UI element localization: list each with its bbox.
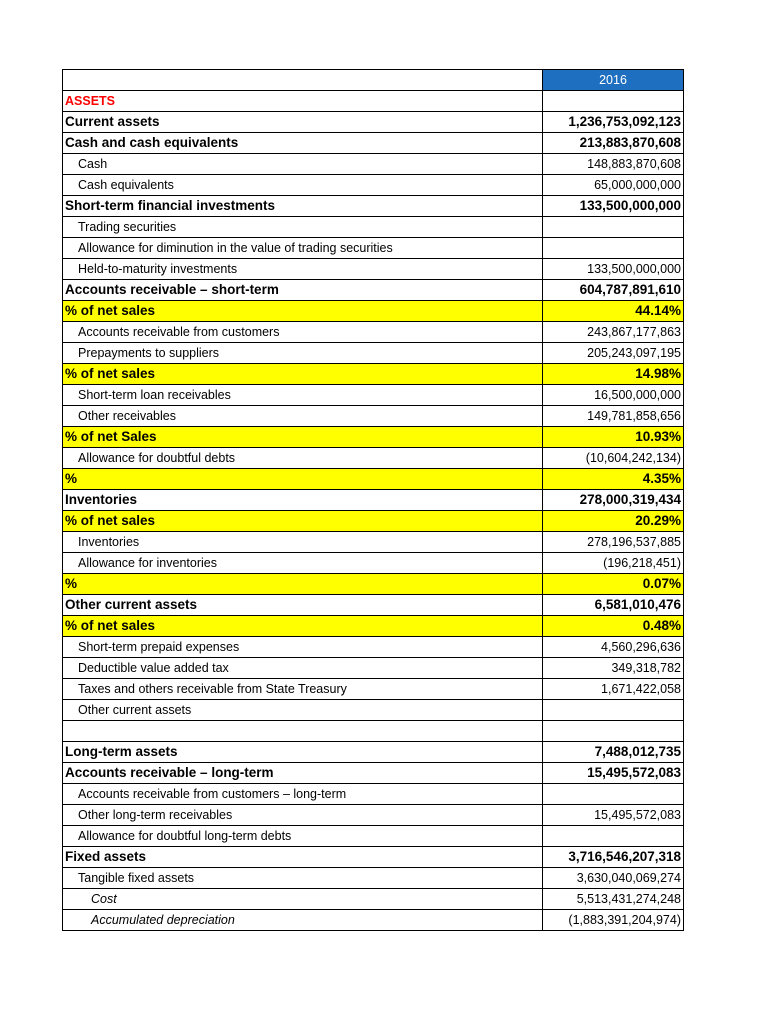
row-value-cell[interactable]: 133,500,000,000: [543, 259, 684, 280]
row-label-cell[interactable]: Accumulated depreciation: [63, 910, 543, 931]
table-row: [63, 889, 684, 910]
row-label-cell[interactable]: Short-term loan receivables: [63, 385, 543, 406]
table-row: [63, 238, 684, 259]
row-value-cell[interactable]: [543, 217, 684, 238]
row-label-cell[interactable]: Short-term financial investments: [63, 196, 543, 217]
row-label-cell[interactable]: % of net Sales: [63, 427, 543, 448]
row-value-cell[interactable]: [543, 700, 684, 721]
row-value-cell[interactable]: 65,000,000,000: [543, 175, 684, 196]
table-row: [63, 154, 684, 175]
table-row: [63, 406, 684, 427]
row-value-cell[interactable]: 20.29%: [543, 511, 684, 532]
row-value-cell[interactable]: [543, 721, 684, 742]
table-row: [63, 427, 684, 448]
table-row: [63, 679, 684, 700]
row-label-cell[interactable]: Other current assets: [63, 700, 543, 721]
table-row: [63, 721, 684, 742]
table-row: [63, 658, 684, 679]
row-value-cell[interactable]: 6,581,010,476: [543, 595, 684, 616]
row-label-cell[interactable]: Allowance for inventories: [63, 553, 543, 574]
year-header[interactable]: 2016: [543, 70, 684, 91]
table-row: [63, 91, 684, 112]
row-label-cell[interactable]: Current assets: [63, 112, 543, 133]
row-value-cell[interactable]: 213,883,870,608: [543, 133, 684, 154]
table-row: [63, 910, 684, 931]
row-label-cell[interactable]: % of net sales: [63, 364, 543, 385]
row-value-cell[interactable]: 149,781,858,656: [543, 406, 684, 427]
table-row: [63, 826, 684, 847]
row-label-cell[interactable]: % of net sales: [63, 616, 543, 637]
row-value-cell[interactable]: 133,500,000,000: [543, 196, 684, 217]
table-row: [63, 700, 684, 721]
row-label-cell[interactable]: Cash equivalents: [63, 175, 543, 196]
balance-sheet-table: [62, 69, 684, 931]
table-row: [63, 259, 684, 280]
row-value-cell[interactable]: 278,000,319,434: [543, 490, 684, 511]
table-row: [63, 133, 684, 154]
header-label-cell[interactable]: [63, 70, 543, 91]
row-label-cell[interactable]: Taxes and others receivable from State Treasury: [63, 679, 543, 700]
table-row: [63, 112, 684, 133]
row-label-cell[interactable]: Inventories: [63, 532, 543, 553]
row-value-cell[interactable]: 148,883,870,608: [543, 154, 684, 175]
row-label-cell[interactable]: Deductible value added tax: [63, 658, 543, 679]
row-label-cell[interactable]: Other receivables: [63, 406, 543, 427]
table-row: [63, 616, 684, 637]
table-row: [63, 868, 684, 889]
row-label-cell[interactable]: % of net sales: [63, 301, 543, 322]
row-value-cell[interactable]: [543, 238, 684, 259]
table-row: [63, 280, 684, 301]
row-value-cell[interactable]: (196,218,451): [543, 553, 684, 574]
row-value-cell[interactable]: 4.35%: [543, 469, 684, 490]
table-row: [63, 364, 684, 385]
row-label-cell[interactable]: Other current assets: [63, 595, 543, 616]
row-label-cell[interactable]: Accounts receivable from customers: [63, 322, 543, 343]
row-label-cell[interactable]: Cost: [63, 889, 543, 910]
row-label-cell[interactable]: Long-term assets: [63, 742, 543, 763]
row-label-cell[interactable]: Inventories: [63, 490, 543, 511]
row-value-cell[interactable]: 3,630,040,069,274: [543, 868, 684, 889]
row-value-cell[interactable]: 10.93%: [543, 427, 684, 448]
row-value-cell[interactable]: 349,318,782: [543, 658, 684, 679]
row-label-cell[interactable]: Accounts receivable – long-term: [63, 763, 543, 784]
row-value-cell[interactable]: 243,867,177,863: [543, 322, 684, 343]
table-row: [63, 742, 684, 763]
table-row: [63, 217, 684, 238]
row-value-cell[interactable]: 205,243,097,195: [543, 343, 684, 364]
row-value-cell[interactable]: [543, 826, 684, 847]
row-value-cell[interactable]: 0.07%: [543, 574, 684, 595]
row-value-cell[interactable]: 15,495,572,083: [543, 763, 684, 784]
table-row: [63, 847, 684, 868]
row-label-cell[interactable]: Fixed assets: [63, 847, 543, 868]
table-row: [63, 343, 684, 364]
row-value-cell[interactable]: 7,488,012,735: [543, 742, 684, 763]
row-label-cell[interactable]: ASSETS: [63, 91, 543, 112]
row-value-cell[interactable]: [543, 91, 684, 112]
table-row: [63, 637, 684, 658]
row-value-cell[interactable]: 16,500,000,000: [543, 385, 684, 406]
table-row: [63, 301, 684, 322]
row-label-cell[interactable]: Allowance for doubtful debts: [63, 448, 543, 469]
table-row: [63, 448, 684, 469]
header-row: [63, 70, 684, 91]
table-row: [63, 763, 684, 784]
table-row: [63, 322, 684, 343]
row-label-cell[interactable]: Accounts receivable from customers – long-term: [63, 784, 543, 805]
row-value-cell[interactable]: 44.14%: [543, 301, 684, 322]
row-value-cell[interactable]: 4,560,296,636: [543, 637, 684, 658]
table-row: [63, 196, 684, 217]
row-value-cell[interactable]: 14.98%: [543, 364, 684, 385]
table-row: [63, 574, 684, 595]
row-value-cell[interactable]: 15,495,572,083: [543, 805, 684, 826]
row-value-cell[interactable]: 5,513,431,274,248: [543, 889, 684, 910]
table-row: [63, 175, 684, 196]
row-value-cell[interactable]: [543, 784, 684, 805]
row-label-cell[interactable]: %: [63, 574, 543, 595]
row-label-cell[interactable]: Held-to-maturity investments: [63, 259, 543, 280]
table-row: [63, 490, 684, 511]
row-label-cell[interactable]: %: [63, 469, 543, 490]
table-row: [63, 595, 684, 616]
row-label-cell[interactable]: Other long-term receivables: [63, 805, 543, 826]
row-label-cell[interactable]: Allowance for doubtful long-term debts: [63, 826, 543, 847]
row-label-cell[interactable]: Tangible fixed assets: [63, 868, 543, 889]
table-row: [63, 532, 684, 553]
row-value-cell[interactable]: 3,716,546,207,318: [543, 847, 684, 868]
table-row: [63, 784, 684, 805]
table-row: [63, 469, 684, 490]
row-label-cell[interactable]: Cash and cash equivalents: [63, 133, 543, 154]
row-label-cell[interactable]: Trading securities: [63, 217, 543, 238]
row-label-cell[interactable]: Accounts receivable – short-term: [63, 280, 543, 301]
row-label-cell[interactable]: [63, 721, 543, 742]
table-row: [63, 385, 684, 406]
row-label-cell[interactable]: Cash: [63, 154, 543, 175]
row-value-cell[interactable]: (1,883,391,204,974): [543, 910, 684, 931]
table-row: [63, 805, 684, 826]
row-label-cell[interactable]: Allowance for diminution in the value of trading securities: [63, 238, 543, 259]
table-row: [63, 553, 684, 574]
row-label-cell[interactable]: Prepayments to suppliers: [63, 343, 543, 364]
row-label-cell[interactable]: % of net sales: [63, 511, 543, 532]
row-value-cell[interactable]: 0.48%: [543, 616, 684, 637]
row-value-cell[interactable]: 278,196,537,885: [543, 532, 684, 553]
row-value-cell[interactable]: 604,787,891,610: [543, 280, 684, 301]
row-value-cell[interactable]: (10,604,242,134): [543, 448, 684, 469]
table-row: [63, 511, 684, 532]
row-label-cell[interactable]: Short-term prepaid expenses: [63, 637, 543, 658]
row-value-cell[interactable]: 1,671,422,058: [543, 679, 684, 700]
row-value-cell[interactable]: 1,236,753,092,123: [543, 112, 684, 133]
